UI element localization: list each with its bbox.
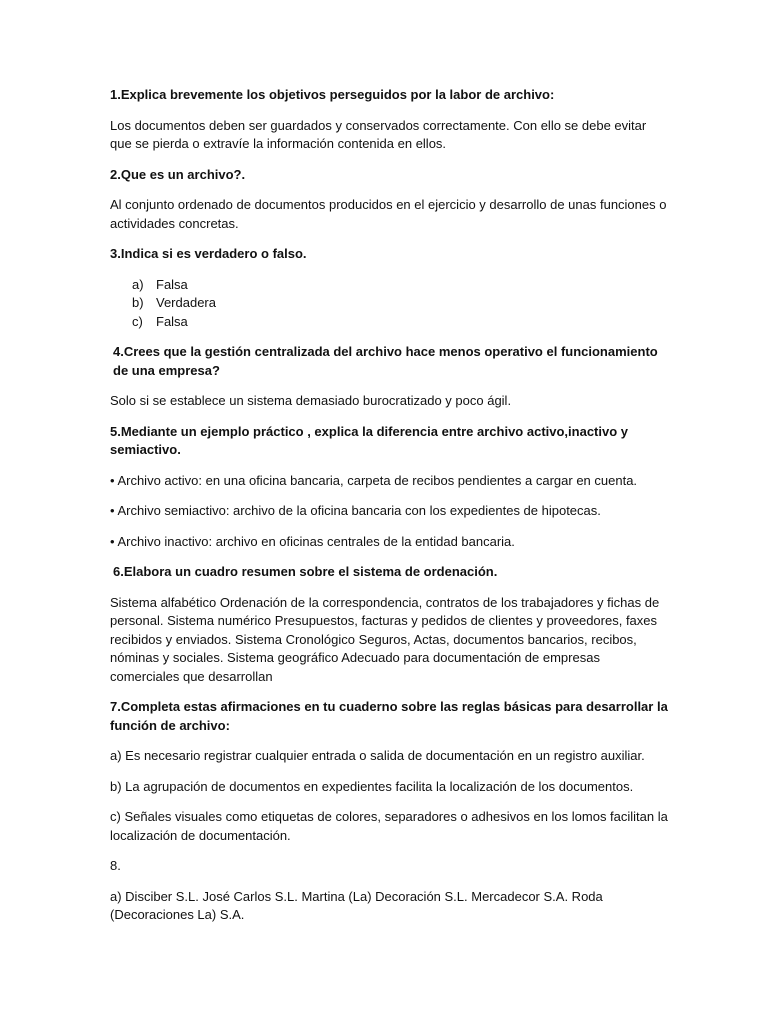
question-2: 2.Que es un archivo?. [110, 166, 246, 182]
answer-6: Sistema alfabético Ordenación de la correspondencia, contratos de los trabajadores y fichas de personal. Sistema numérico Presupuestos, facturas y pedidos de clientes y proveedores, faxes recibidos y enviados. Sistema Cronológico Seguros, Actas, documentos bancarios, recibos, nóminas y sociales. Sistema geográfico Adecuado para documentación de empresas comerciales que desarrollan [110, 594, 660, 684]
question-6: 6.Elabora un cuadro resumen sobre el sistema de ordenación. [113, 564, 498, 579]
question-1: 1.Explica brevemente los objetivos perseguidos por la labor de archivo: [110, 87, 555, 102]
answer-7-c: c) Señales visuales como etiquetas de colores, separadores o adhesivos en los lomos facilitan la localización de documentación. [110, 809, 668, 843]
answer-5-active: • Archivo activo: en una oficina bancaria, carpeta de recibos pendientes a cargar en cuenta. [110, 472, 638, 488]
question-7: 7.Completa estas afirmaciones en tu cuaderno sobre las reglas básicas para desarrollar la función de archivo: [110, 699, 668, 733]
question-5: 5.Mediante un ejemplo práctico , explica la diferencia entre archivo activo,inactivo y semiactivo. [110, 423, 629, 457]
answer-5-semiactive: • Archivo semiactivo: archivo de la oficina bancaria con los expedientes de hipotecas. [110, 503, 601, 518]
list-item-text: Falsa [156, 276, 188, 292]
answer-2: Al conjunto ordenado de documentos producidos en el ejercicio y desarrollo de unas funciones o actividades concretas. [110, 197, 667, 231]
answer-8-a: a) Disciber S.L. José Carlos S.L. Martina (La) Decoración S.L. Mercadecor S.A. Roda (Decoraciones La) S.A. [110, 888, 603, 922]
answer-1: Los documentos deben ser guardados y conservados correctamente. Con ello se debe evitar que se pierda o extravíe la información contenida en ellos. [110, 117, 647, 151]
list-item [132, 276, 670, 295]
question-4: 4.Crees que la gestión centralizada del archivo hace menos operativo el funcionamiento de una empresa? [113, 344, 658, 378]
list-marker: c) [132, 313, 143, 329]
answer-5-inactive: • Archivo inactivo: archivo en oficinas centrales de la entidad bancaria. [110, 533, 515, 549]
list-item [132, 313, 670, 332]
true-false-list [110, 276, 670, 332]
question-8: 8. [110, 858, 121, 873]
list-item [132, 294, 670, 313]
list-item-text: Falsa [156, 313, 188, 329]
list-marker: b) [132, 295, 144, 310]
answer-7-b: b) La agrupación de documentos en expedientes facilita la localización de los documentos. [110, 778, 634, 794]
answer-7-a: a) Es necesario registrar cualquier entrada o salida de documentación en un registro auxiliar. [110, 748, 645, 763]
question-3: 3.Indica si es verdadero o falso. [110, 246, 307, 261]
document-page [110, 86, 670, 937]
list-item-text: Verdadera [156, 295, 216, 310]
list-marker: a) [132, 276, 144, 292]
answer-4: Solo si se establece un sistema demasiado burocratizado y poco ágil. [110, 393, 512, 408]
